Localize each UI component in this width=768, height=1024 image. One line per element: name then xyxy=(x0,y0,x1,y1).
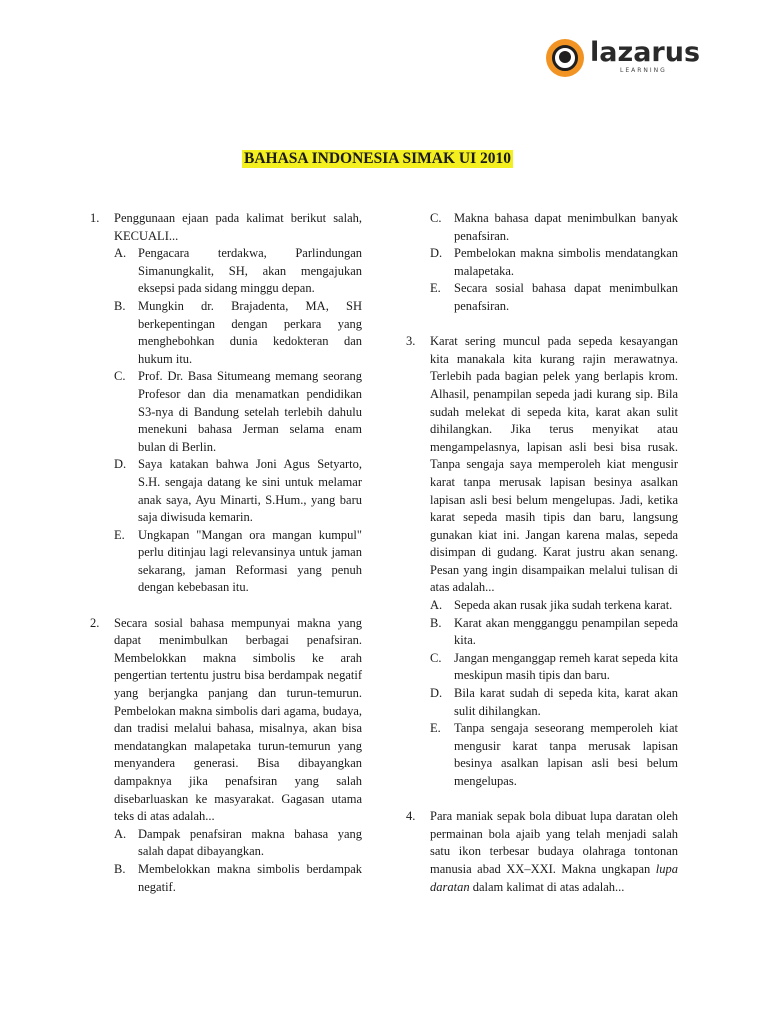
italic-phrase: lupa daratan xyxy=(430,861,678,894)
option-e: E. Secara sosial bahasa dapat menimbulkan penafsiran. xyxy=(430,281,678,313)
option-a: A. Dampak penafsiran makna bahasa yang salah dapat dibayangkan. xyxy=(114,826,362,859)
option-a: A. Sepeda akan rusak jika sudah terkena karat. xyxy=(430,598,673,613)
lazarus-logo xyxy=(546,36,701,82)
option-c: C. Makna bahasa dapat menimbulkan banyak penafsiran. xyxy=(430,211,678,243)
document-title: BAHASA INDONESIA SIMAK UI 2010 xyxy=(244,150,511,167)
question-text: Karat sering muncul pada sepeda kesayangan kita manakala kita kurang rajin merawatnya. Terlebih pada bagian pelek yang berlapis krom. Alhasil, penampilan sepeda jadi kurang sip. Bila sudah melekat di sepeda kita, karat akan sulit dihilangkan. Jika terus menyikat atau mengampelasnya, lapisan asli besi bisa rusak. Tanpa sengaja saya memperoleh kiat mengusir karat tanpa merusak lapisan besinya asalkan lapisan asli besi belum mengelupas. Jadi, ketika karat sepeda masih tipis dan baru, langsung gunakan kiat ini. Jangan karena malas, sepeda disimpan di gudang. Karat justru akan senang. Pesan yang ingin disampaikan melalui tulisan di atas adalah... xyxy=(430,334,678,595)
question-number: 3. xyxy=(406,334,416,349)
question-text: Para maniak sepak bola dibuat lupa daratan oleh permainan bola ajaib yang telah menjadi salah satu ikon terbesar budaya olahraga tontonan manusia abad XX–XXI. Makna ungkapan lupa daratan dalam kalimat di atas adalah... xyxy=(430,809,678,894)
option-d: D. Saya katakan bahwa Joni Agus Setyarto, S.H. sengaja datang ke sini untuk melamar anak saya, Ayu Minarti, S.Hum., yang baru saja diwisuda kemarin. xyxy=(114,457,362,525)
option-c: C. Prof. Dr. Basa Situmeang memang seorang Profesor dan dia menamatkan pendidikan S3-nya di Bandung setelah terlebih dahulu menekuni bahasa Jerman selama enam bulan di Berlin. xyxy=(114,369,362,454)
question-2 xyxy=(90,615,362,897)
question-number: 1. xyxy=(90,211,100,225)
option-e: E. Ungkapan "Mangan ora mangan kumpul" perlu ditinjau lagi relevansinya untuk jaman sekarang, jaman Reformasi yang penuh dengan kebebasan itu. xyxy=(114,527,362,595)
left-column xyxy=(90,210,362,896)
question-1 xyxy=(90,210,362,597)
question-2-continued xyxy=(406,210,678,316)
option-d: D. Pembelokan makna simbolis mendatangkan malapetaka. xyxy=(430,246,678,278)
logo-mark-icon xyxy=(546,39,584,77)
option-d: D. Bila karat sudah di sepeda kita, karat akan sulit dihilangkan. xyxy=(430,686,678,718)
option-e: E. Tanpa sengaja seseorang memperoleh kiat mengusir karat tanpa merusak lapisan besinya asalkan lapisan asli besi belum mengelupas. xyxy=(430,721,678,788)
question-number: 4. xyxy=(406,809,416,824)
option-b: B. Karat akan mengganggu penampilan sepeda kita. xyxy=(430,615,678,648)
option-c: C. Jangan menganggap remeh karat sepeda kita meskipun masih tipis dan baru. xyxy=(430,650,678,683)
logo-wordmark: lazarus xyxy=(590,37,701,68)
question-4 xyxy=(406,808,678,896)
option-b: B. Membelokkan makna simbolis berdampak negatif. xyxy=(114,861,362,894)
option-b: B. Mungkin dr. Brajadenta, MA, SH berkepentingan dengan perkara yang menghebohkan dunia kedokteran dan hukum itu. xyxy=(114,298,362,366)
logo-subtitle: LEARNING xyxy=(620,67,667,74)
question-text: Secara sosial bahasa mempunyai makna yang dapat menimbulkan berbagai penafsiran. Membelokkan makna simbolis ke arah pengertian tertentu justru bisa berdampak negatif yang berjangka panjang dan turun-temurun. Pembelokan makna simbolis dari agama, budaya, dan tradisi melalui bahasa, misalnya, akan bisa mendatangkan malapetaka turun-temurun yang menyandera generasi. Bisa dibayangkan dampaknya jika penafsiran yang salah disebarluaskan ke masyarakat. Gagasan utama teks di atas adalah... xyxy=(114,615,362,824)
question-number: 2. xyxy=(90,615,100,630)
option-a: A. Pengacara terdakwa, Parlindungan Simanungkalit, SH, akan mengajukan eksepsi pada sidang minggu depan. xyxy=(114,246,362,296)
question-text: Penggunaan ejaan pada kalimat berikut salah, KECUALI... xyxy=(114,211,362,243)
right-column xyxy=(406,210,678,896)
question-3 xyxy=(406,333,678,790)
